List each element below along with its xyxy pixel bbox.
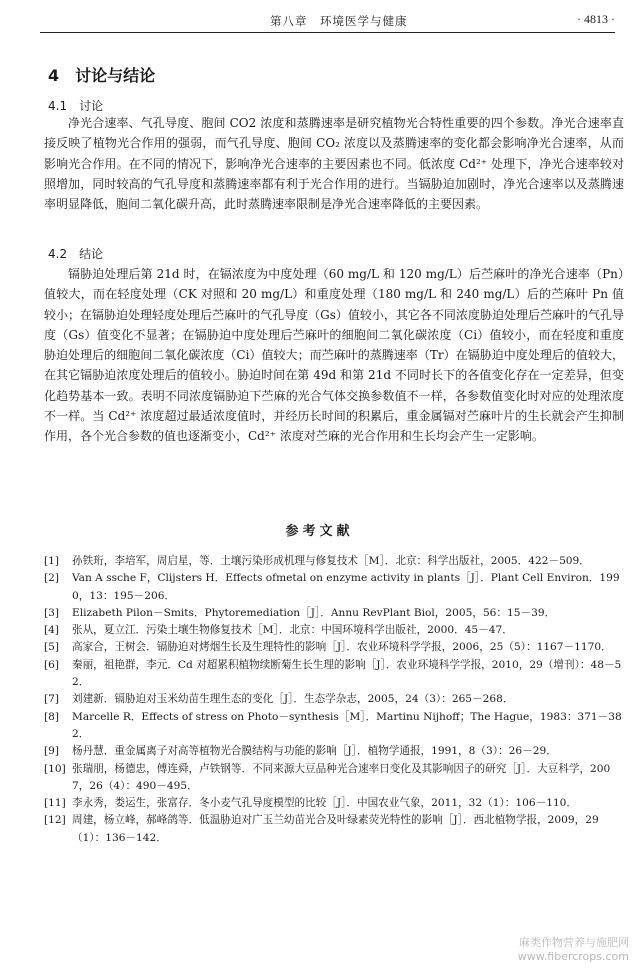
reference-number: [8]: [44, 710, 60, 723]
reference-text: 周建，杨立峰，郝峰鸽等．低温胁迫对广玉兰幼苗光合及叶绿素荧光特性的影响［J］．西北植物学报，2009，29（1）：136－142．: [72, 814, 599, 844]
running-header: [40, 10, 615, 33]
reference-number: [3]: [44, 606, 60, 619]
reference-item: [44, 622, 624, 639]
reference-number: [5]: [44, 641, 60, 654]
reference-text: 张瑞朋，杨德忠，傅连舜，卢铁钢等．不同来源大豆品种光合速率日变化及其影响因子的研究［J］．大豆科学，2007，26（4）：490－495．: [72, 762, 611, 792]
reference-item: [44, 639, 624, 656]
chapter-title: 第八章 环境医学与健康: [270, 14, 408, 28]
reference-text: 李永秀，娄运生，张富存．冬小麦气孔导度模型的比较［J］．中国农业气象，2011，32（1）：106－110．: [72, 797, 578, 810]
reference-text: 秦丽，祖艳群，李元．Cd 对超累积植物续断菊生长生理的影响［J］．农业环境科学学报，2010，29（增刊）：48－52．: [72, 658, 622, 689]
reference-item: [44, 570, 624, 605]
reference-number: [11]: [44, 797, 66, 810]
references-list: [44, 553, 624, 847]
reference-item: [44, 761, 624, 796]
reference-number: [9]: [44, 745, 60, 758]
reference-text: 孙铁珩，李培军，周启星，等．土壤污染形成机理与修复技术［M］．北京：科学出版社，2005．422－509．: [72, 555, 590, 567]
reference-text: 杨丹慧．重金属离子对高等植物光合膜结构与功能的影响［J］．植物学通报，1991，8（3）：26－29．: [72, 745, 557, 758]
reference-number: [12]: [44, 814, 66, 827]
reference-item: [44, 657, 624, 692]
watermark-url: www.fibercrops.com: [517, 950, 629, 963]
subsection-title-discussion: 4.1 讨论: [48, 99, 104, 113]
reference-text: 刘建新．镉胁迫对玉米幼苗生理生态的变化［J］．生态学杂志，2005，24（3）：265－268．: [72, 693, 514, 706]
reference-text: 高家合，王树会．镉胁迫对烤烟生长及生理特性的影响［J］．农业环境科学学报，2006，25（5）：1167－1170．: [72, 641, 612, 654]
conclusion-paragraph: 镉胁迫处理后第 21d 时，在镉浓度为中度处理（60 mg/L 和 120 mg/L）后苎麻叶的净光合速率（Pn）值较大，而在轻度处理（CK 对照和 20 mg/L）和重度处理（180 mg/L 和 240 mg/L）后的苎麻叶 Pn 值较小；在镉胁迫处理轻度处理后苎麻叶的气孔导度（Gs）值较小，其它各不同浓度胁迫处理后苎麻叶的气孔导度（Gs）值变化不显著；在镉胁迫中度处理后苎麻叶的细胞间二氧化碳浓度（Ci）值较小，而在轻度和重度胁迫处理后的细胞间二氧化碳浓度（Ci）值较大；而苎麻叶的蒸腾速率（Tr）在镉胁迫中度处理后的值较大，在其它镉胁迫浓度处理后的值较小。胁迫时间在第 49d 和第 21d 不同时长下的各值变化存在一定差异，但变化趋势基本一致。表明不同浓度镉胁迫下苎麻的光合气体交换参数值不一样，各参数值变化时对应的处理浓度不一样。当 Cd²⁺ 浓度超过最适浓度值时，并经历长时间的积累后，重金属镉对苎麻叶片的生长就会产生抑制作用，各个光合参数的值也逐渐变小，Cd²⁺ 浓度对苎麻的光合作用和生长均会产生一定影响。: [44, 267, 624, 444]
reference-item: [44, 709, 624, 744]
reference-item: [44, 605, 624, 622]
reference-item: [44, 795, 624, 812]
reference-number: [2]: [44, 572, 60, 585]
reference-number: [6]: [44, 658, 60, 671]
references-title: 参考文献: [285, 524, 354, 539]
watermark: [518, 936, 629, 964]
reference-number: [7]: [44, 693, 60, 706]
reference-number: [1]: [44, 555, 60, 567]
reference-item: [44, 691, 624, 708]
reference-item: [44, 553, 624, 570]
reference-item: [44, 812, 624, 847]
reference-text: Marcelle R．Effects of stress on Photo－synthesis［M］．Martinu Nijhoff；The Hague，1983：371－382．: [72, 710, 622, 740]
reference-text: Elizabeth Pilon－Smits．Phytoremediation［J］．Annu RevPlant Biol，2005，56：15－39．: [72, 606, 556, 619]
discussion-paragraph: 净光合速率、气孔导度、胞间 CO2 浓度和蒸腾速率是研究植物光合特性重要的四个参数。净光合速率直接反映了植物光合作用的强弱，而气孔导度、胞间 CO₂ 浓度以及蒸腾速率的变化都会影响净光合速率，从而影响光合作用。在不同的情况下，影响净光合速率的主要因素也不同。低浓度 Cd²⁺ 处理下，净光合速率较对照增加，同时较高的气孔导度和蒸腾速率都有利于光合作用的进行。当镉胁迫加剧时，净光合速率以及蒸腾速率明显降低，胞间二氧化碳升高，此时蒸腾速率限制是净光合速率降低的主要因素。: [44, 116, 624, 212]
section-title: 4 讨论与结论: [48, 66, 156, 85]
reference-text: Van A ssche F，Clijsters H．Effects ofmetal on enzyme activity in plants［J］．Plant Cell Environ．1990，13：195－206．: [72, 572, 620, 602]
reference-item: [44, 743, 624, 760]
reference-number: [10]: [44, 762, 66, 775]
subsection-title-conclusion: 4.2 结论: [48, 247, 104, 261]
reference-number: [4]: [44, 624, 60, 637]
page-number: · 4813 ·: [577, 12, 615, 26]
watermark-name: 麻类作物营养与施肥网: [519, 936, 629, 949]
reference-text: 张从，夏立江．污染土壤生物修复技术［M］．北京：中国环境科学出版社，2000．45－47．: [72, 624, 513, 637]
